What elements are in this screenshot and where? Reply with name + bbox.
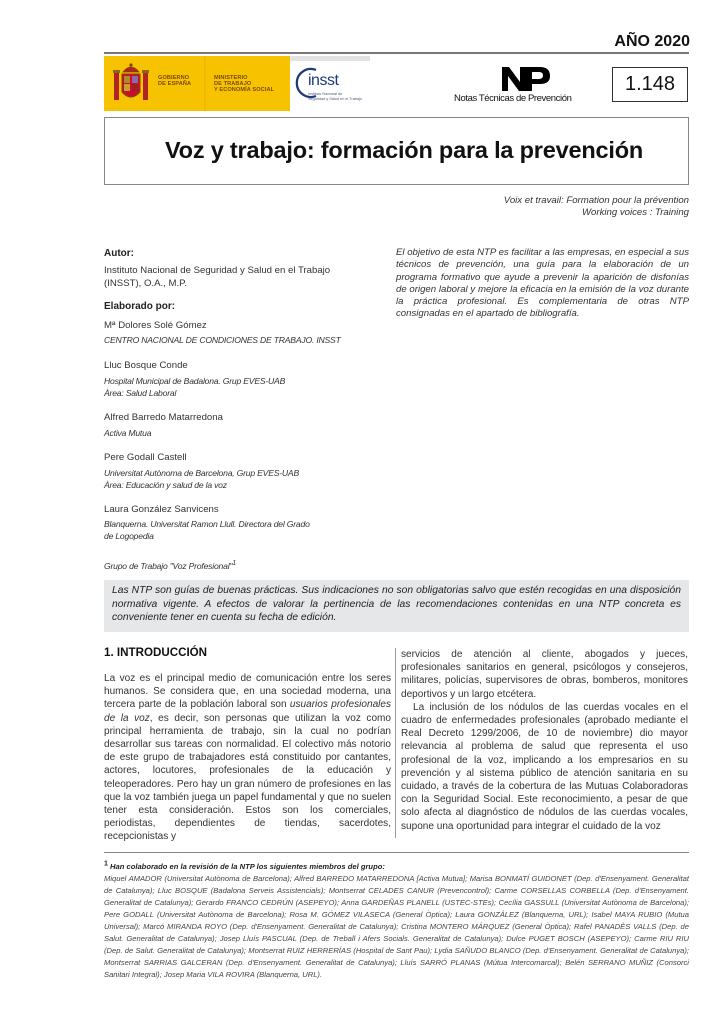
author-affiliation: [104, 376, 285, 399]
english-title: Working voices : Training: [582, 207, 689, 218]
affiliation-line-1: Universitat Autònoma de Barcelona, Grup EVES-UAB: [104, 468, 299, 478]
footnote-ref[interactable]: 1: [232, 560, 236, 567]
author-name: Lluc Bosque Conde: [104, 360, 188, 371]
insst-sub-line-2: Seguridad y Salud en el Trabajo: [308, 96, 363, 101]
elaborated-label: Elaborado por:: [104, 301, 176, 312]
column-divider: [395, 648, 396, 838]
np-subtitle: Notas Técnicas de Prevención: [454, 93, 572, 104]
author-affiliation: Activa Mutua: [104, 428, 152, 438]
logo-separator: [204, 56, 206, 111]
insst-subtitle: [308, 92, 388, 101]
emphasis: usuarios profesionales de la voz: [104, 699, 391, 724]
paragraph: servicios de atención al cliente, abogados y jueces, profesionales sanitarios en general, psicólogos y consejeros, militares, policías, supervisores de obras, bomberos, monitores deportivos y un largo etcétera.: [401, 649, 688, 700]
header-rule: [104, 52, 689, 54]
footnote-heading-wrap: [104, 862, 385, 871]
ministry-name: [214, 75, 274, 93]
np-logo-icon: [500, 65, 552, 93]
logo-grey-bar: [290, 56, 370, 61]
insst-logo-text: insst: [308, 72, 339, 89]
paragraph: La inclusión de los nódulos de las cuerdas vocales en el cuadro de enfermedades profesionales (aprobado mediante el Real Decreto 1299/2006, de 10 de noviembre) dio mayor relevancia al problema de salud que representa el uso profesional de la voz, implicando a los empresarios en su prevención y al sistema público de atención sanitaria en su cuidado, a través de la cobertura de las Mutuas Colaboradoras con la Seguridad Social. Este reconocimiento, a pesar de que solo afecta al diagnóstico de nódulos de las cuerdas vocales, supone una oportunidad para integrar el cuidado de la voz: [401, 701, 688, 832]
publication-year: AÑO 2020: [614, 33, 690, 50]
affiliation-line-2: Àrea: Salud Laboral: [104, 387, 177, 398]
gov-line-1: GOBIERNO: [158, 75, 190, 81]
author-name: Laura González Sanvicens: [104, 504, 219, 515]
author-label: Autor:: [104, 248, 134, 259]
footnote-mark: 1: [104, 860, 108, 867]
author-name: Pere Godall Castell: [104, 452, 187, 463]
ntp-number: 1.148: [612, 67, 688, 102]
affiliation-line-2: Àrea: Educación y salud de la voz: [104, 479, 227, 490]
objective-abstract: El objetivo de esta NTP es facilitar a las empresas, en especial a sus técnicos de prevención, una guía para la elaboración de un programa formativo que ayude a prevenir la aparición de disfonías de origen laboral y mejore la eficacia en la emisión de la voz durante la práctica profesional. Es complementaria de otras NTP consignadas en el apartado de bibliografía.: [396, 247, 689, 320]
author-institution: [104, 265, 330, 290]
footnote: [104, 858, 689, 981]
body-column-left: [104, 672, 391, 844]
author-name: Mª Dolores Solé Gómez: [104, 320, 207, 331]
affiliation-line-2: de Logopedia: [104, 530, 154, 541]
author-name: Alfred Barredo Matarredona: [104, 412, 223, 423]
author-line-2: (INSST), O.A., M.P.: [104, 277, 187, 289]
author-affiliation: [104, 468, 299, 491]
author-affiliation: [104, 519, 310, 542]
text-run: , es decir, son personas que utilizan la voz como principal herramienta de trabajo, sin la cual no podrían desarrollar sus tareas con normalidad. El colectivo más notorio de este grupo de trabajadores está constituido por cantantes, actores, locutores, profesionales de la educación y teleoperadores. Pero hay un gran número de profesiones en las que la voz también juega un papel fundamental y que no suelen tener esta consideración. Estos son los comerciales, periodistas, dependientes de tiendas, sacerdotes, recepcionistas y: [104, 712, 391, 843]
paragraph: [104, 672, 391, 844]
affiliation-line-1: Hospital Municipal de Badalona. Grup EVES-UAB: [104, 376, 286, 386]
affiliation-line-1: Blanquerna. Universitat Ramon Llull. Directora del Grado: [104, 519, 310, 529]
section-heading: 1. INTRODUCCIÓN: [104, 646, 208, 659]
working-group-name: Grupo de Trabajo "Voz Profesional": [104, 560, 233, 571]
page-title: Voz y trabajo: formación para la prevención: [164, 137, 643, 163]
ministry-line-2: DE TRABAJO: [214, 81, 252, 87]
ministry-line-3: Y ECONOMÍA SOCIAL: [214, 87, 275, 93]
disclaimer-notice: Las NTP son guías de buenas prácticas. Sus indicaciones no son obligatorias salvo que estén recogidas en una disposición normativa vigente. A efectos de valorar la pertinencia de las recomendaciones contenidas en una NTP concreta es conveniente tener en cuenta su fecha de edición.: [104, 580, 689, 632]
french-title: Voix et travail: Formation pour la prévention: [503, 195, 689, 206]
gov-line-2: DE ESPAÑA: [158, 81, 192, 87]
author-affiliation: CENTRO NACIONAL DE CONDICIONES DE TRABAJO. INSST: [104, 335, 341, 345]
title-box: [104, 117, 689, 185]
government-name: [158, 75, 191, 87]
text-run: La voz es el principal medio de comunicación entre los seres humanos. Se considera que, en una sociedad moderna, una tercera parte de la población laboral son: [104, 673, 391, 711]
footnote-heading: Han colaborado en la revisión de la NTP los siguientes miembros del grupo:: [110, 861, 385, 871]
insst-sub-line-1: Instituto Nacional de: [308, 92, 343, 96]
coat-of-arms-icon: [112, 62, 150, 106]
author-line-1: Instituto Nacional de Seguridad y Salud en el Trabajo: [104, 265, 331, 276]
working-group: [104, 558, 236, 572]
footnote-rule: [104, 852, 689, 853]
ministry-line-1: MINISTERIO: [214, 75, 248, 81]
body-column-right: [401, 648, 688, 833]
footnote-body: Miquel AMADOR (Universitat Autònoma de Barcelona); Alfred BARREDO MATARREDONA [Activa Mutua]; Marisa BONMATÍ GUIDONET (Dep. d'Ensenyament. Generalitat de Catalunya); Lluc BOSQUE (Badalona Serveis Assistencials); Montserrat CELADES CANUR (Prevencontrol); Carme CORSELLAS CORBELLA (Dep. d'Ensenyament. Generalitat de Catalunya); Gerardo FRANCO CEDRÚN (ASEPEYO); Anna GARDEÑAS PLANELL (USTEC-STEs); Cecília GASSULL (Universitat Autònoma de Barcelona); Pere GODALL (Universitat Autònoma de Barcelona); Rosa M. GÓMEZ VILASECA (General Òptica); Laura GONZÁLEZ (Blanquerna, URL); Isabel MAYA RUBIO (Mutua Universal); Marcó MIRANDA ROYO (Dep. d'Ensenyament. Generalitat de Catalunya); Cristina MONTERO MÁRQUEZ (General Òptica); Rafel PANADÈS VALLS (Dep. de Salut. Generalitat de Catalunya); Josep Lluís PASCUAL (Dep. de Treball i Afers Socials. Generalitat de Catalunya); Dulce PUGET BOSCH (ASEPEYO); Carme RIU RIU (Dep. de Salut. Generalitat de Catalunya); Montserrat RUIZ HERRERÍAS (Hospital de Sant Pau); Lydia SAÑUDO BLANCO (Dep. d'Ensenyament. Generalitat de Catalunya); Montserrat SARRIAS GALCERAN (Dep. d'Ensenyament. Generalitat de Catalunya); Lluís SARRÓ PLANAS (Mútua Intercomarcal); Belén SERRANO MUÑIZ (Consorci Sanitari Integral); Josep Maria VILA ROVIRA (Blanquerna, URL).: [104, 873, 689, 980]
